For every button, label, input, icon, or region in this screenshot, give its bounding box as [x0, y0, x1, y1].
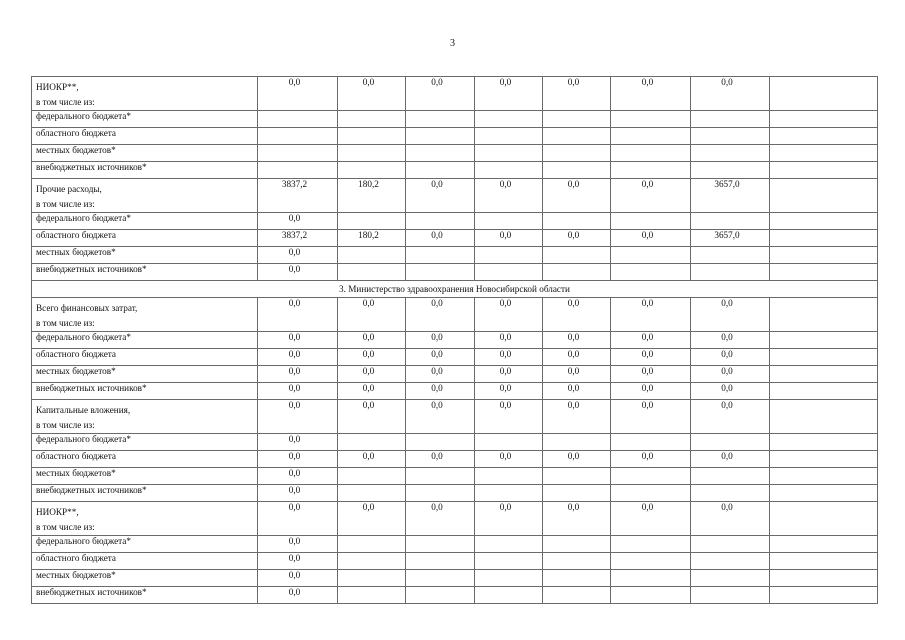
value-cell: [338, 145, 406, 162]
row-label-line: в том числе из:: [36, 97, 95, 107]
value-cell: 0,0: [611, 366, 691, 383]
value-cell: [770, 162, 878, 179]
value-cell: [406, 264, 475, 281]
row-label-line: федерального бюджета*: [36, 536, 131, 546]
value-cell: [691, 570, 770, 587]
table-row: [32, 502, 878, 536]
value-cell: [770, 247, 878, 264]
value-cell: [691, 111, 770, 128]
value-cell: [475, 485, 543, 502]
value-cell: [338, 213, 406, 230]
table-row: [32, 383, 878, 400]
value-cell: 3837,2: [258, 179, 338, 213]
value-cell: 0,0: [543, 349, 611, 366]
value-cell: [475, 434, 543, 451]
value-cell: 0,0: [406, 349, 475, 366]
value-cell: [406, 145, 475, 162]
table-row: [32, 213, 878, 230]
value-cell: [543, 468, 611, 485]
value-cell: 0,0: [406, 298, 475, 332]
value-cell: [770, 111, 878, 128]
row-label: [32, 230, 258, 247]
value-cell: 0,0: [475, 332, 543, 349]
value-cell: 3837,2: [258, 230, 338, 247]
value-cell: 0,0: [258, 264, 338, 281]
row-label: [32, 400, 258, 434]
value-cell: [611, 485, 691, 502]
value-cell: [691, 468, 770, 485]
row-label-line: федерального бюджета*: [36, 213, 131, 223]
value-cell: [258, 128, 338, 145]
value-cell: 0,0: [691, 298, 770, 332]
value-cell: 0,0: [543, 502, 611, 536]
row-label: [32, 570, 258, 587]
value-cell: 0,0: [258, 213, 338, 230]
value-cell: 0,0: [258, 77, 338, 111]
row-label-line: НИОКР**,: [36, 507, 79, 517]
value-cell: [338, 111, 406, 128]
value-cell: 0,0: [611, 451, 691, 468]
value-cell: [406, 434, 475, 451]
row-label: [32, 179, 258, 213]
value-cell: [611, 553, 691, 570]
value-cell: [611, 111, 691, 128]
row-label: [32, 468, 258, 485]
value-cell: [406, 213, 475, 230]
value-cell: [770, 145, 878, 162]
row-label-line: внебюджетных источников*: [36, 264, 147, 274]
value-cell: 0,0: [258, 349, 338, 366]
row-label: [32, 247, 258, 264]
value-cell: 0,0: [611, 77, 691, 111]
value-cell: [475, 587, 543, 604]
value-cell: 0,0: [258, 434, 338, 451]
value-cell: [770, 179, 878, 213]
value-cell: [543, 485, 611, 502]
value-cell: 0,0: [691, 451, 770, 468]
value-cell: [691, 213, 770, 230]
value-cell: [770, 400, 878, 434]
value-cell: [258, 162, 338, 179]
value-cell: [475, 145, 543, 162]
row-label-line: внебюджетных источников*: [36, 383, 147, 393]
value-cell: [475, 162, 543, 179]
row-label: [32, 536, 258, 553]
row-label-line: внебюджетных источников*: [36, 485, 147, 495]
value-cell: [543, 264, 611, 281]
value-cell: [611, 587, 691, 604]
row-label-line: Прочие расходы,: [36, 184, 102, 194]
row-label-line: в том числе из:: [36, 522, 95, 532]
row-label: [32, 383, 258, 400]
value-cell: 0,0: [691, 366, 770, 383]
value-cell: [475, 468, 543, 485]
table-row: [32, 247, 878, 264]
value-cell: 0,0: [338, 366, 406, 383]
table-body: [32, 77, 878, 604]
value-cell: [258, 145, 338, 162]
value-cell: 0,0: [338, 349, 406, 366]
row-label: [32, 451, 258, 468]
table-row: [32, 451, 878, 468]
value-cell: [691, 145, 770, 162]
value-cell: 0,0: [475, 179, 543, 213]
row-label: [32, 349, 258, 366]
section-header-row: [32, 281, 878, 298]
value-cell: [543, 553, 611, 570]
value-cell: [770, 298, 878, 332]
value-cell: [770, 349, 878, 366]
value-cell: 0,0: [475, 349, 543, 366]
row-label: [32, 553, 258, 570]
row-label-line: в том числе из:: [36, 318, 95, 328]
table-row: [32, 400, 878, 434]
value-cell: 0,0: [258, 485, 338, 502]
value-cell: 0,0: [543, 366, 611, 383]
value-cell: [338, 570, 406, 587]
value-cell: [475, 247, 543, 264]
value-cell: 0,0: [258, 247, 338, 264]
value-cell: 0,0: [338, 298, 406, 332]
value-cell: [338, 468, 406, 485]
value-cell: [611, 536, 691, 553]
value-cell: [770, 587, 878, 604]
value-cell: 0,0: [475, 77, 543, 111]
value-cell: 0,0: [338, 502, 406, 536]
value-cell: [475, 570, 543, 587]
table-row: [32, 128, 878, 145]
row-label-line: в том числе из:: [36, 420, 95, 430]
value-cell: 0,0: [338, 77, 406, 111]
value-cell: [338, 247, 406, 264]
value-cell: [770, 536, 878, 553]
value-cell: [770, 570, 878, 587]
value-cell: [691, 264, 770, 281]
value-cell: [475, 536, 543, 553]
value-cell: 0,0: [258, 570, 338, 587]
value-cell: [770, 77, 878, 111]
row-label: [32, 128, 258, 145]
value-cell: 0,0: [611, 298, 691, 332]
row-label-line: областного бюджета: [36, 451, 116, 461]
row-label: [32, 485, 258, 502]
value-cell: [691, 485, 770, 502]
value-cell: 0,0: [406, 332, 475, 349]
value-cell: [691, 162, 770, 179]
value-cell: 0,0: [406, 502, 475, 536]
value-cell: [543, 213, 611, 230]
value-cell: 0,0: [691, 502, 770, 536]
row-label: [32, 587, 258, 604]
row-label-line: областного бюджета: [36, 553, 116, 563]
value-cell: [406, 468, 475, 485]
value-cell: [475, 111, 543, 128]
value-cell: [770, 128, 878, 145]
table-row: [32, 298, 878, 332]
row-label: [32, 145, 258, 162]
page-number: 3: [450, 38, 455, 49]
value-cell: [770, 213, 878, 230]
value-cell: 0,0: [338, 451, 406, 468]
value-cell: [770, 553, 878, 570]
value-cell: 0,0: [475, 230, 543, 247]
value-cell: [770, 468, 878, 485]
value-cell: 0,0: [258, 366, 338, 383]
row-label: [32, 366, 258, 383]
row-label: [32, 213, 258, 230]
value-cell: [770, 230, 878, 247]
value-cell: [338, 128, 406, 145]
value-cell: 0,0: [258, 451, 338, 468]
value-cell: [475, 213, 543, 230]
section-title: 3. Министерство здравоохранения Новосибирской области: [32, 281, 878, 298]
value-cell: 0,0: [611, 383, 691, 400]
value-cell: [611, 162, 691, 179]
table-row: [32, 485, 878, 502]
row-label-line: внебюджетных источников*: [36, 587, 147, 597]
value-cell: [691, 553, 770, 570]
table-row: [32, 332, 878, 349]
row-label: [32, 332, 258, 349]
value-cell: [611, 213, 691, 230]
value-cell: [475, 264, 543, 281]
value-cell: 0,0: [691, 400, 770, 434]
value-cell: [543, 145, 611, 162]
value-cell: 0,0: [258, 502, 338, 536]
table-row: [32, 145, 878, 162]
value-cell: 0,0: [406, 230, 475, 247]
value-cell: 0,0: [543, 451, 611, 468]
value-cell: 0,0: [258, 553, 338, 570]
value-cell: [543, 536, 611, 553]
value-cell: [406, 536, 475, 553]
value-cell: [406, 587, 475, 604]
value-cell: 0,0: [611, 502, 691, 536]
row-label-line: местных бюджетов*: [36, 247, 116, 257]
value-cell: [338, 162, 406, 179]
table-row: [32, 162, 878, 179]
value-cell: 0,0: [691, 77, 770, 111]
row-label-line: местных бюджетов*: [36, 366, 116, 376]
row-label: [32, 77, 258, 111]
value-cell: 0,0: [543, 230, 611, 247]
row-label: [32, 502, 258, 536]
value-cell: 180,2: [338, 230, 406, 247]
value-cell: [543, 162, 611, 179]
value-cell: [770, 502, 878, 536]
value-cell: [258, 111, 338, 128]
value-cell: 0,0: [611, 230, 691, 247]
value-cell: 0,0: [406, 366, 475, 383]
value-cell: [611, 128, 691, 145]
value-cell: [406, 553, 475, 570]
value-cell: 0,0: [258, 298, 338, 332]
value-cell: 3657,0: [691, 179, 770, 213]
value-cell: 0,0: [543, 298, 611, 332]
value-cell: [338, 264, 406, 281]
table-row: [32, 587, 878, 604]
row-label-line: в том числе из:: [36, 199, 95, 209]
row-label: [32, 298, 258, 332]
value-cell: [611, 434, 691, 451]
value-cell: 0,0: [611, 400, 691, 434]
value-cell: [543, 128, 611, 145]
value-cell: 0,0: [338, 332, 406, 349]
value-cell: [475, 553, 543, 570]
value-cell: 0,0: [691, 332, 770, 349]
value-cell: [543, 587, 611, 604]
value-cell: [770, 332, 878, 349]
row-label-line: областного бюджета: [36, 128, 116, 138]
value-cell: [406, 570, 475, 587]
row-label: [32, 162, 258, 179]
value-cell: [338, 553, 406, 570]
value-cell: [338, 536, 406, 553]
value-cell: [691, 587, 770, 604]
value-cell: [691, 247, 770, 264]
value-cell: 0,0: [258, 332, 338, 349]
value-cell: [611, 468, 691, 485]
value-cell: 0,0: [406, 451, 475, 468]
value-cell: 0,0: [338, 383, 406, 400]
value-cell: 0,0: [611, 349, 691, 366]
value-cell: [691, 128, 770, 145]
value-cell: [406, 162, 475, 179]
value-cell: [475, 128, 543, 145]
table-row: [32, 553, 878, 570]
value-cell: 180,2: [338, 179, 406, 213]
value-cell: 0,0: [258, 383, 338, 400]
value-cell: 0,0: [475, 298, 543, 332]
row-label: [32, 111, 258, 128]
table-row: [32, 77, 878, 111]
row-label-line: местных бюджетов*: [36, 145, 116, 155]
value-cell: [770, 434, 878, 451]
value-cell: [770, 264, 878, 281]
value-cell: 0,0: [338, 400, 406, 434]
row-label-line: НИОКР**,: [36, 82, 79, 92]
table-row: [32, 349, 878, 366]
value-cell: 0,0: [258, 536, 338, 553]
value-cell: [406, 128, 475, 145]
table-row: [32, 468, 878, 485]
value-cell: [543, 111, 611, 128]
value-cell: 3657,0: [691, 230, 770, 247]
value-cell: 0,0: [691, 349, 770, 366]
value-cell: [611, 264, 691, 281]
value-cell: [691, 536, 770, 553]
table-row: [32, 111, 878, 128]
value-cell: 0,0: [475, 400, 543, 434]
row-label-line: федерального бюджета*: [36, 434, 131, 444]
row-label: [32, 264, 258, 281]
value-cell: [338, 434, 406, 451]
value-cell: 0,0: [543, 383, 611, 400]
value-cell: 0,0: [543, 77, 611, 111]
row-label-line: Капитальные вложения,: [36, 405, 131, 415]
value-cell: [406, 485, 475, 502]
value-cell: [611, 145, 691, 162]
value-cell: [770, 485, 878, 502]
value-cell: 0,0: [406, 179, 475, 213]
value-cell: [543, 434, 611, 451]
value-cell: 0,0: [543, 332, 611, 349]
value-cell: [543, 247, 611, 264]
table-row: [32, 434, 878, 451]
value-cell: [338, 587, 406, 604]
value-cell: 0,0: [611, 179, 691, 213]
value-cell: 0,0: [258, 587, 338, 604]
value-cell: 0,0: [475, 366, 543, 383]
value-cell: 0,0: [406, 77, 475, 111]
table-row: [32, 536, 878, 553]
value-cell: [543, 570, 611, 587]
table-row: [32, 366, 878, 383]
row-label: [32, 434, 258, 451]
value-cell: 0,0: [406, 383, 475, 400]
row-label-line: федерального бюджета*: [36, 332, 131, 342]
value-cell: [770, 451, 878, 468]
value-cell: 0,0: [543, 179, 611, 213]
value-cell: [406, 247, 475, 264]
row-label-line: внебюджетных источников*: [36, 162, 147, 172]
row-label-line: областного бюджета: [36, 349, 116, 359]
row-label-line: областного бюджета: [36, 230, 116, 240]
value-cell: [770, 383, 878, 400]
value-cell: 0,0: [475, 502, 543, 536]
value-cell: [338, 485, 406, 502]
value-cell: 0,0: [611, 332, 691, 349]
table-row: [32, 570, 878, 587]
value-cell: [691, 434, 770, 451]
row-label-line: Всего финансовых затрат,: [36, 303, 138, 313]
value-cell: [770, 366, 878, 383]
value-cell: [406, 111, 475, 128]
value-cell: 0,0: [691, 383, 770, 400]
table-row: [32, 264, 878, 281]
value-cell: [611, 247, 691, 264]
financing-table: [31, 76, 878, 604]
value-cell: 0,0: [258, 468, 338, 485]
value-cell: 0,0: [406, 400, 475, 434]
table-row: [32, 179, 878, 213]
table-row: [32, 230, 878, 247]
row-label-line: местных бюджетов*: [36, 570, 116, 580]
value-cell: 0,0: [258, 400, 338, 434]
row-label-line: федерального бюджета*: [36, 111, 131, 121]
row-label-line: местных бюджетов*: [36, 468, 116, 478]
value-cell: 0,0: [475, 451, 543, 468]
value-cell: 0,0: [475, 383, 543, 400]
value-cell: 0,0: [543, 400, 611, 434]
value-cell: [611, 570, 691, 587]
